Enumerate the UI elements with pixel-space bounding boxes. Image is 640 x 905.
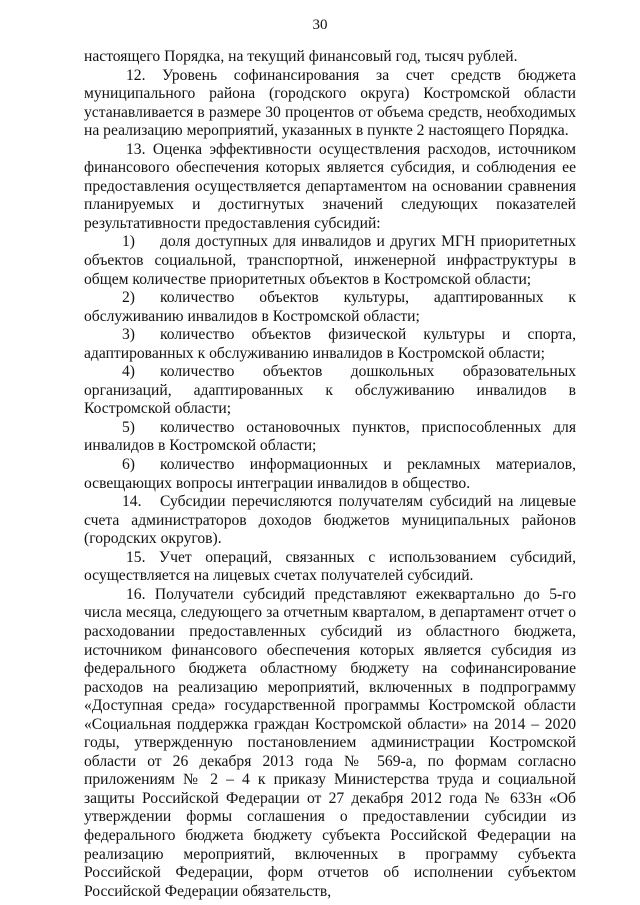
list-item-number: 3) <box>122 326 135 344</box>
paragraph-text: 12. Уровень софинансирования за счет средств бюджета муниципального района (городского округа) Костромской области устанавливается в размере 30 процентов от объема средств, необходимых на реализацию мероприятий, указанных в пункте 2 настоящего Порядка. <box>84 66 576 140</box>
paragraph-continuation <box>84 48 576 67</box>
list-item-5 <box>84 419 576 456</box>
list-item-number: 6) <box>122 456 135 474</box>
list-item-number: 4) <box>122 363 135 381</box>
paragraph-14 <box>84 493 576 549</box>
list-item-number: 1) <box>122 233 135 251</box>
paragraph-16 <box>84 586 576 901</box>
page-number: 30 <box>312 17 328 33</box>
list-item-text: количество информационных и рекламных материалов, освещающих вопросы интеграции инвалидов в общество. <box>84 456 576 492</box>
paragraph-15 <box>84 549 576 586</box>
list-item-text: количество остановочных пунктов, приспособленных для инвалидов в Костромской области; <box>84 418 576 455</box>
paragraph-number: 14. <box>122 493 142 511</box>
list-item-2 <box>84 289 576 326</box>
list-item-1 <box>84 233 576 289</box>
list-item-number: 5) <box>122 418 135 436</box>
list-item-number: 2) <box>122 289 135 307</box>
document-body <box>84 48 576 901</box>
list-item-text: количество объектов культуры, адаптированных к обслуживанию инвалидов в Костромской области; <box>84 289 576 325</box>
paragraph-text: 15. Учет операций, связанных с использованием субсидий, осуществляется на лицевых счетах получателей субсидий. <box>84 548 576 585</box>
paragraph-text: 16. Получатели субсидий представляют ежеквартально до 5-го числа месяца, следующего за отчетным кварталом, в департамент отчет о расходовании предоставленных субсидий из областного бюджета, источником финансового обеспечения которых является субсидия из федерального бюджета областному бюджету на софинансирование расходов на реализацию мероприятий, включенных в подпрограмму «Доступная среда» государственной программы Костромской области «Социальная поддержка граждан Костромской области» на 2014 – 2020 годы, утвержденную постановлением администрации Костромской области от 26 декабря 2013 года № 569-а, по формам согласно приложениям № 2 – 4 к приказу Министерства труда и социальной защиты Российской Федерации от 27 декабря 2012 года № 633н «Об утверждении формы соглашения о предоставлении субсидии из федерального бюджета бюджету субъекта Российской Федерации на реализацию мероприятий, включенных в программу субъекта Российской Федерации, форм отчетов об исполнении субъектом Российской Федерации обязательств, <box>84 585 576 900</box>
list-item-6 <box>84 456 576 493</box>
list-item-4 <box>84 363 576 419</box>
paragraph-text: Субсидии перечисляются получателям субсидий на лицевые счета администраторов доходов бюджетов муниципальных районов (городских округов). <box>84 493 576 548</box>
paragraph-text: настоящего Порядка, на текущий финансовый год, тысяч рублей. <box>84 48 518 65</box>
paragraph-12 <box>84 67 576 141</box>
list-item-text: количество объектов физической культуры и спорта, адаптированных к обслуживанию инвалидов в Костромской области; <box>84 326 576 362</box>
list-item-3 <box>84 326 576 363</box>
paragraph-13 <box>84 141 576 234</box>
list-item-text: доля доступных для инвалидов и других МГН приоритетных объектов социальной, транспортной, инженерной инфраструктуры в общем количестве приоритетных объектов в Костромской области; <box>84 233 576 288</box>
list-item-text: количество объектов дошкольных образовательных организаций, адаптированных к обслуживанию инвалидов в Костромской области; <box>84 363 576 418</box>
paragraph-text: 13. Оценка эффективности осуществления расходов, источником финансового обеспечения которых является субсидия, и соблюдения ее предоставления осуществляется департаментом на основании сравнения планируемых и достигнутых значений следующих показателей результативности предоставления субсидий: <box>84 140 576 232</box>
